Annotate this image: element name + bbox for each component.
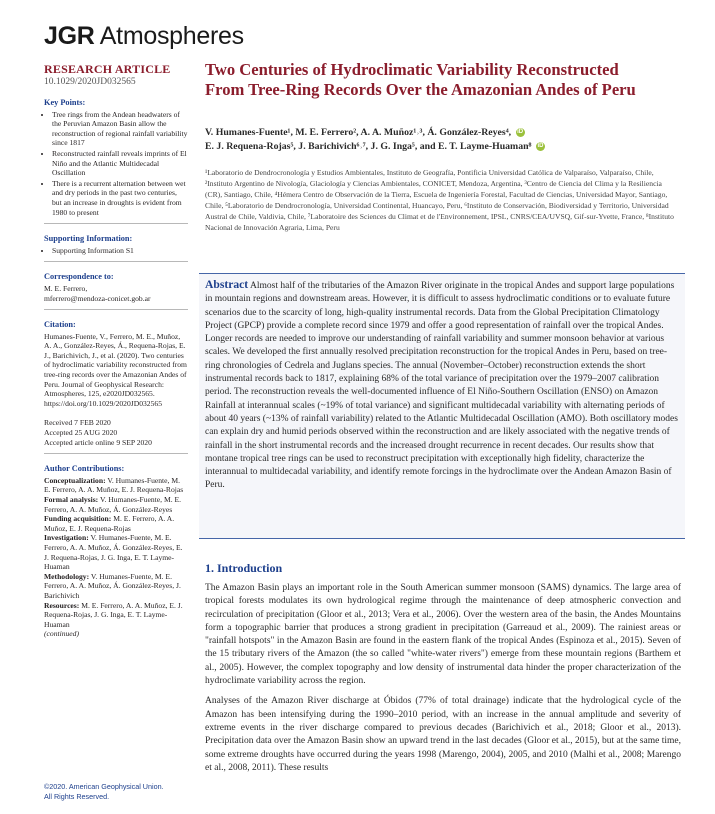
affiliations: ¹Laboratorio de Dendrocronología y Estudios Ambientales, Instituto de Geografía, Pontificia Universidad Católica de Valparaíso, Valparaíso, Chile, ²Instituto Argentino de Nivología, Glaciología y Ciencias Ambientales, CONICET, Mendoza, Argentina, ³Centro de Ciencia del Clima y la Resiliencia (CR), Santiago, Chile, ⁴Hémera Centro de Observación de la Tierra, Escuela de Ingeniería Forestal, Facultad de Ciencias, Universidad Mayor, Santiago, Chile, ⁵Laboratorio de Dendrocronología, Universidad Continental, Huancayo, Peru, ⁶Instituto de Conservación, Biodiversidad y Territorio, Universidad Austral de Chile, Valdivia, Chile, ⁷Laboratoire des Sciences du Climat et de l'Environnement, IPSL, CNRS/CEA/UVSQ, Gif-sur-Yvette, France, ⁸Instituto Nacional de Innovación Agraria, Lima, Peru xyxy=(205,168,674,232)
copyright-line: All Rights Reserved. xyxy=(44,791,110,801)
abstract-text: Almost half of the tributaries of the Amazon River originate in the tropical Andes and support large populations in mountain regions and downstream areas. However, it is difficult to assess hydroclimatic conditions or to evaluate future scenarios due to the scarcity of long, high-quality instrumental records. Data from the Global Precipitation Climatology Project (GPCP) provide a complete record since 1979 and offer a good representation of rainfall over the tropical Andes. Longer records are needed to improve our understanding of rainfall variability and summer monsoon behavior at various scales. We developed the first annually resolved precipitation reconstruction for the tropical Andes in Peru, based on tree-ring chronologies of Cedrela and Juglans species. The annual (November–October) reconstruction extends the short instrumental records back to 1817, explaining 68% of the total variance of precipitation over the 1979–2007 calibration period. The reconstruction reveals the well-documented influence of El Niño-Southern Oscillation (ENSO) on Amazon Rainfall at interannual scales (~19% of total variance) and significant multidecadal variability with alternating periods of about 40 years (~13% of rainfall variability) related to the Atlantic Multidecadal Oscillation (AMO). Both oscillatory modes can explain dry and humid periods observed within the reconstruction and are likely associated with the negative trends of rainfall in the short instrumental records and the increased drought recurrence in recent decades. Our results show that montane tropical tree rings can be used to reconstruct precipitation with exceptionally high fidelity, characterize the interannual to multidecadal variability, and identify remote forcings in the hydroclimate over the Andean Amazon Basin of Peru. xyxy=(205,281,678,491)
copyright-line: ©2020. American Geophysical Union. xyxy=(44,782,164,791)
correspondence-email[interactable]: mferrero@mendoza-conicet.gob.ar xyxy=(44,293,151,303)
abstract-label: Abstract xyxy=(205,278,249,291)
contributions-list xyxy=(44,476,188,639)
contribution-item xyxy=(44,495,188,514)
contribution-item xyxy=(44,514,188,533)
authors-line xyxy=(205,126,665,140)
section-heading: 1. Introduction xyxy=(205,561,283,575)
contribution-item xyxy=(44,476,188,495)
key-point: • Tree rings from the Andean headwaters of the Peruvian Amazon Basin allow the reconstruction of regional rainfall variability since 1817 xyxy=(52,110,188,148)
orcid-icon[interactable]: iD xyxy=(517,129,524,136)
supporting-info-list xyxy=(44,246,188,256)
doi[interactable]: 10.1029/2020JD032565 xyxy=(44,77,136,87)
divider xyxy=(44,309,188,310)
divider xyxy=(44,453,188,454)
received-date: Received 7 FEB 2020 xyxy=(44,418,111,428)
divider xyxy=(44,223,188,224)
divider xyxy=(44,261,188,262)
contribution-text: M. E. Ferrero, A. A. Muñoz, E. J. Requena-Rojas, J. G. Inga, E. T. Layme-Huaman xyxy=(44,600,183,629)
abstract-box xyxy=(199,273,685,539)
continued-note: (continued) xyxy=(44,629,80,639)
contribution-text: M. E. Ferrero, A. A. Muñoz, E. J. Requena-Rojas xyxy=(44,514,175,533)
key-points-list xyxy=(44,110,188,218)
contribution-label: Investigation: xyxy=(44,533,89,543)
contribution-label: Formal analysis: xyxy=(44,495,99,504)
contribution-label: Funding acquisition: xyxy=(44,514,112,524)
orcid-icon[interactable]: iD xyxy=(537,143,544,150)
author-list xyxy=(205,126,665,154)
contribution-label: Conceptualization: xyxy=(44,475,106,485)
contribution-text: V. Humanes-Fuente, M. E. Ferrero, A. A. Muñoz, Á. González-Reyes, E. J. Requena-Rojas, J. G. Inga, E. T. Layme-Huaman xyxy=(44,533,183,572)
left-sidebar xyxy=(44,62,188,801)
article-type: RESEARCH ARTICLE xyxy=(44,62,171,76)
contribution-item xyxy=(44,572,188,601)
journal-logo xyxy=(44,22,244,51)
supporting-info-heading: Supporting Information: xyxy=(44,234,133,244)
key-point: • Reconstructed rainfall reveals imprints of El Niño and the Atlantic Multidecadal Oscillation xyxy=(52,149,188,178)
contribution-label: Methodology: xyxy=(44,571,90,581)
article-dates xyxy=(44,418,188,447)
citation-heading: Citation: xyxy=(44,320,76,330)
copyright-notice xyxy=(44,782,164,801)
journal-name: Atmospheres xyxy=(99,22,244,50)
key-points-heading: Key Points: xyxy=(44,98,86,107)
accepted-date: Accepted 25 AUG 2020 xyxy=(44,428,118,438)
citation-text: Humanes-Fuente, V., Ferrero, M. E., Muñoz, A. A., González-Reyes, Á., Requena-Rojas, E. J., Barichivich, J., et al. (2020). Two centuries of hydroclimatic variability reconstructed from tree-ring records over the Amazonian Andes of Peru. Journal of Geophysical Research: Atmospheres, 125, e2020JD032565. https://doi.org/10.1029/2020JD032565 xyxy=(44,331,187,408)
contributions-heading: Author Contributions: xyxy=(44,464,125,474)
contribution-item xyxy=(44,533,188,571)
correspondence-heading: Correspondence to: xyxy=(44,272,114,282)
supporting-info-link[interactable]: • Supporting Information S1 xyxy=(52,246,188,256)
contribution-item xyxy=(44,601,188,630)
authors-text: V. Humanes-Fuente¹, M. E. Ferrero², A. A. Muñoz¹˒³, Á. González-Reyes⁴, xyxy=(205,127,512,138)
journal-abbrev: JGR xyxy=(44,22,95,50)
paragraph: The Amazon Basin plays an important role in the South American summer monsoon (SAMS) dynamics. The large area of tropical forests modulates its own hydrological regime through the maintenance of deep atmospheric convection and recirculation of precipitation (Gloor et al., 2013; Vera et al., 2006). Over the western area of the basin, the Andes Mountains form a topographic barrier that produces a strong gradient in precipitation (Garreaud et al., 2009). The rainiest areas or "rainfall hotspots" in the Amazon Basin are found in the eastern flank of the tropical Andes (Espinoza et al., 2015). Seven of the 15 tributary rivers of the Amazon (the so called "white-water rivers") emerge from these mountain regions (Barthem et al., 2005). However, the complex topography and low density of instrumental data hinder the proper characterization of the hydroclimate variability across the region. xyxy=(205,583,681,687)
article-title: Two Centuries of Hydroclimatic Variability Reconstructed From Tree-Ring Records Over the Amazonian Andes of Peru xyxy=(205,60,636,99)
key-point: • There is a recurrent alternation between wet and dry periods in the past two centuries, but an increase in droughts is evident from 1980 to present xyxy=(52,179,188,217)
accepted-online-date: Accepted article online 9 SEP 2020 xyxy=(44,437,152,447)
body-text xyxy=(205,582,681,782)
correspondence-name: M. E. Ferrero, xyxy=(44,283,88,293)
authors-line xyxy=(205,140,665,154)
paragraph: Analyses of the Amazon River discharge at Óbidos (77% of total drainage) indicate that the hydrological cycle of the Amazon has been intensifying during the 1990–2010 period, with an increase in the annual amplitude and severity of extreme events in the river discharge compared to previous decades (Barichivich et al., 2018; Gloor et al., 2013). Precipitation data over the Amazon Basin show an upward trend in the last decades (Gloor et al., 2015), but at the same time, some extreme droughts have occurred during the years 1998 (Marengo, 2004), 2005, and 2010 (Malhi et al., 2008; Marengo et al., 2008, 2011). These results xyxy=(205,696,681,773)
contribution-text: V. Humanes-Fuente, M. E. Ferrero, A. A. Muñoz, Á. González-Reyes xyxy=(44,495,182,514)
contribution-text: V. Humanes-Fuente, M. E. Ferrero, A. A. Muñoz, Á. González-Reyes, J. Barichivich xyxy=(44,571,181,600)
authors-text: E. J. Requena-Rojas⁵, J. Barichivich⁶˒⁷, J. G. Inga⁵, and E. T. Layme-Huaman⁸ xyxy=(205,141,532,152)
contribution-label: Resources: xyxy=(44,600,80,610)
contribution-text: V. Humanes-Fuente, M. E. Ferrero, A. A. Muñoz, E. J. Requena-Rojas xyxy=(44,475,184,495)
